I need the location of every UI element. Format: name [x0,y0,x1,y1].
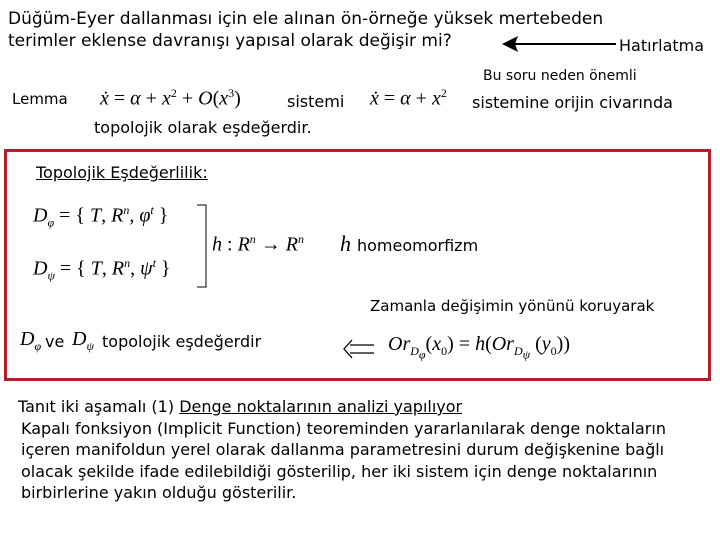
orbit-equation: $Or_{D_\varphi}(x_0) = h(Or_{D_\psi}$ $(y_0)$) [388,333,570,362]
h-map: h : $R^n \to R^n$ [212,232,304,256]
arrow-left-icon [500,34,618,54]
homeomorfizm-label: homeomorfizm [357,236,479,255]
box-heading: Topolojik Eşdeğerlilik: [36,163,208,182]
proof-paragraph: Kapalı fonksiyon (Implicit Function) teoreminden yararlanılarak denge noktaların içeren manifoldun yerel olarak dallanma parametresini durum değişkenine bağlı olacak şekilde ifade edilebildiği gösterilip, her iki sistem için denge noktalarının birbirlerine yakın olduğu gösterilir. [21,418,666,502]
lemma-label: Lemma [12,90,68,108]
equivalence-label: topolojik eşdeğerdir [102,332,262,351]
title-line-2: terimler eklense davranışı yapısal olarak değişir mi? [8,31,452,51]
lemma-line-2: topolojik olarak eşdeğerdir. [94,118,312,137]
orientation-note: Zamanla değişimin yönünü koruyarak [370,297,655,315]
set-d-psi: $D_\psi$ = { T, $R^n$, $\psi^t$ } [33,256,171,283]
sistemi-label: sistemi [287,92,345,111]
h-symbol: h [340,231,351,256]
hatirlatma-note: Hatırlatma [619,36,705,55]
ve-label: ve [45,332,65,351]
why-important-note: Bu soru neden önemli [483,68,637,84]
proof-step-1: Denge noktalarının analizi yapılıyor [179,397,463,416]
set-d-phi: $D_\varphi$ = { T, $R^n$, $\varphi^t$ } [33,203,169,230]
proof-text [18,396,708,504]
proof-intro: Tanıt iki aşamalı (1) [18,397,180,416]
title-line-1: Düğüm-Eyer dallanması için ele alınan ön-örneğe yüksek mertebeden [8,9,604,29]
right-bracket-icon [195,203,209,289]
d-phi-symbol: $D_\varphi$ [20,328,42,353]
proof-line-1 [18,396,708,418]
sistemine-label: sistemine orijin civarında [472,93,673,112]
equation-2: ẋ = $\alpha + x^2$ [370,86,447,110]
d-psi-symbol: $D_\psi$ [72,328,94,353]
equation-1: ẋ = $\alpha + x^2 + O(x^3)$ [100,86,241,110]
double-arrow-icon [342,338,376,360]
